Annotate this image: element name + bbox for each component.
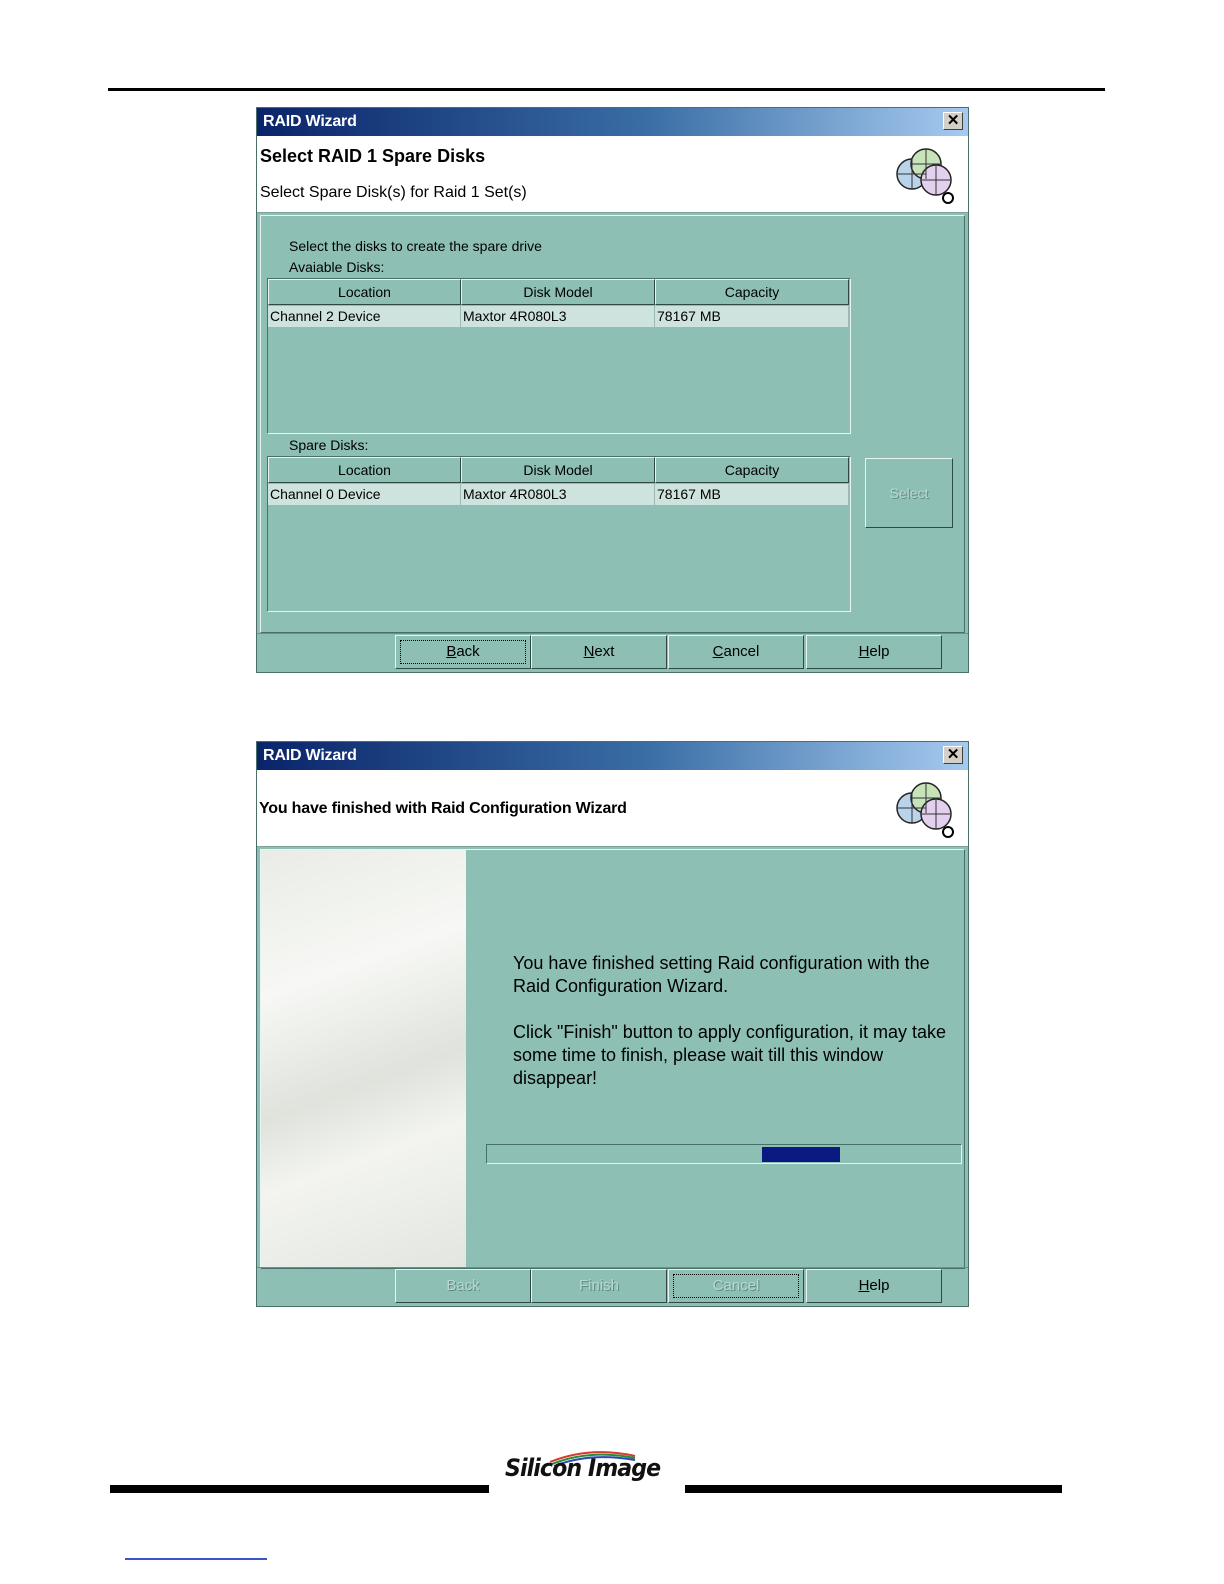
help-accel: H [858,643,870,660]
footer-link-underline[interactable] [125,1558,267,1560]
top-rule [108,88,1105,91]
table-row-cell-disk-model[interactable]: Maxtor 4R080L3 [461,306,655,327]
page-title: You have finished with Raid Configuration Wizard [259,800,627,817]
footer-rule-right [685,1485,1062,1493]
logo-text: Silicon Image [505,1454,661,1482]
raid-disks-icon [890,140,960,210]
table-row-cell-capacity[interactable]: 78167 MB [655,484,849,505]
table-row-cell-capacity[interactable]: 78167 MB [655,306,849,327]
column-header-capacity[interactable]: Capacity [655,279,849,305]
help-button[interactable] [806,635,942,669]
available-disks-label: Avaiable Disks: [289,259,385,275]
help-label: elp [869,643,890,660]
column-header-disk-model[interactable]: Disk Model [461,457,655,483]
progress-bar-fill [762,1147,840,1162]
title-bar[interactable] [257,742,968,770]
table-row-cell-location[interactable]: Channel 2 Device [268,306,461,327]
progress-bar [486,1144,962,1164]
wizard-button-bar [257,1267,968,1306]
raid-disks-icon [890,774,960,844]
instruction-label: Select the disks to create the spare drive [289,238,542,254]
window-title: RAID Wizard [263,747,357,764]
wizard-body [260,215,965,633]
raid-wizard-window-finish [256,741,969,1307]
help-accel: H [858,1277,870,1294]
close-icon: ✕ [946,746,960,763]
finish-button[interactable]: Finish [531,1269,667,1303]
cancel-label: ancel [723,643,760,660]
column-header-location[interactable]: Location [268,457,461,483]
wizard-header [257,770,968,847]
help-label: elp [869,1277,890,1294]
select-button[interactable]: Select [865,458,953,528]
footer-rule-left [110,1485,489,1493]
wizard-header [257,136,968,213]
finish-message [513,952,963,1113]
back-button[interactable]: Back [395,1269,531,1303]
column-header-capacity[interactable]: Capacity [655,457,849,483]
wizard-button-bar [257,633,968,672]
column-header-location[interactable]: Location [268,279,461,305]
back-label: ack [456,643,480,660]
next-accel: N [583,643,595,660]
next-button[interactable] [531,635,667,669]
cancel-button[interactable] [668,635,804,669]
back-accel: B [446,643,457,660]
finish-message-line-2: Click "Finish" button to apply configuration, it may take some time to finish, please wait till this window disappear! [513,1022,946,1088]
page-subtitle: Select Spare Disk(s) for Raid 1 Set(s) [260,184,527,201]
spare-disks-label: Spare Disks: [289,437,369,453]
cancel-accel: C [712,643,724,660]
page-title: Select RAID 1 Spare Disks [260,146,486,166]
window-title: RAID Wizard [263,113,357,130]
cancel-button[interactable]: Cancel [668,1269,804,1303]
spare-disks-table[interactable] [267,456,851,612]
raid-wizard-window-spare [256,107,969,673]
close-button[interactable] [943,112,963,130]
column-header-disk-model[interactable]: Disk Model [461,279,655,305]
next-label: ext [594,643,615,660]
close-icon: ✕ [946,112,960,129]
title-bar[interactable] [257,108,968,136]
wizard-side-image [261,850,466,1269]
table-row-cell-location[interactable]: Channel 0 Device [268,484,461,505]
back-button[interactable] [395,635,531,669]
silicon-image-logo [500,1446,660,1492]
finish-message-line-1: You have finished setting Raid configuration with the Raid Configuration Wizard. [513,953,930,996]
table-row-cell-disk-model[interactable]: Maxtor 4R080L3 [461,484,655,505]
wizard-body [260,849,965,1269]
close-button[interactable] [943,746,963,764]
available-disks-table[interactable] [267,278,851,434]
help-button[interactable] [806,1269,942,1303]
